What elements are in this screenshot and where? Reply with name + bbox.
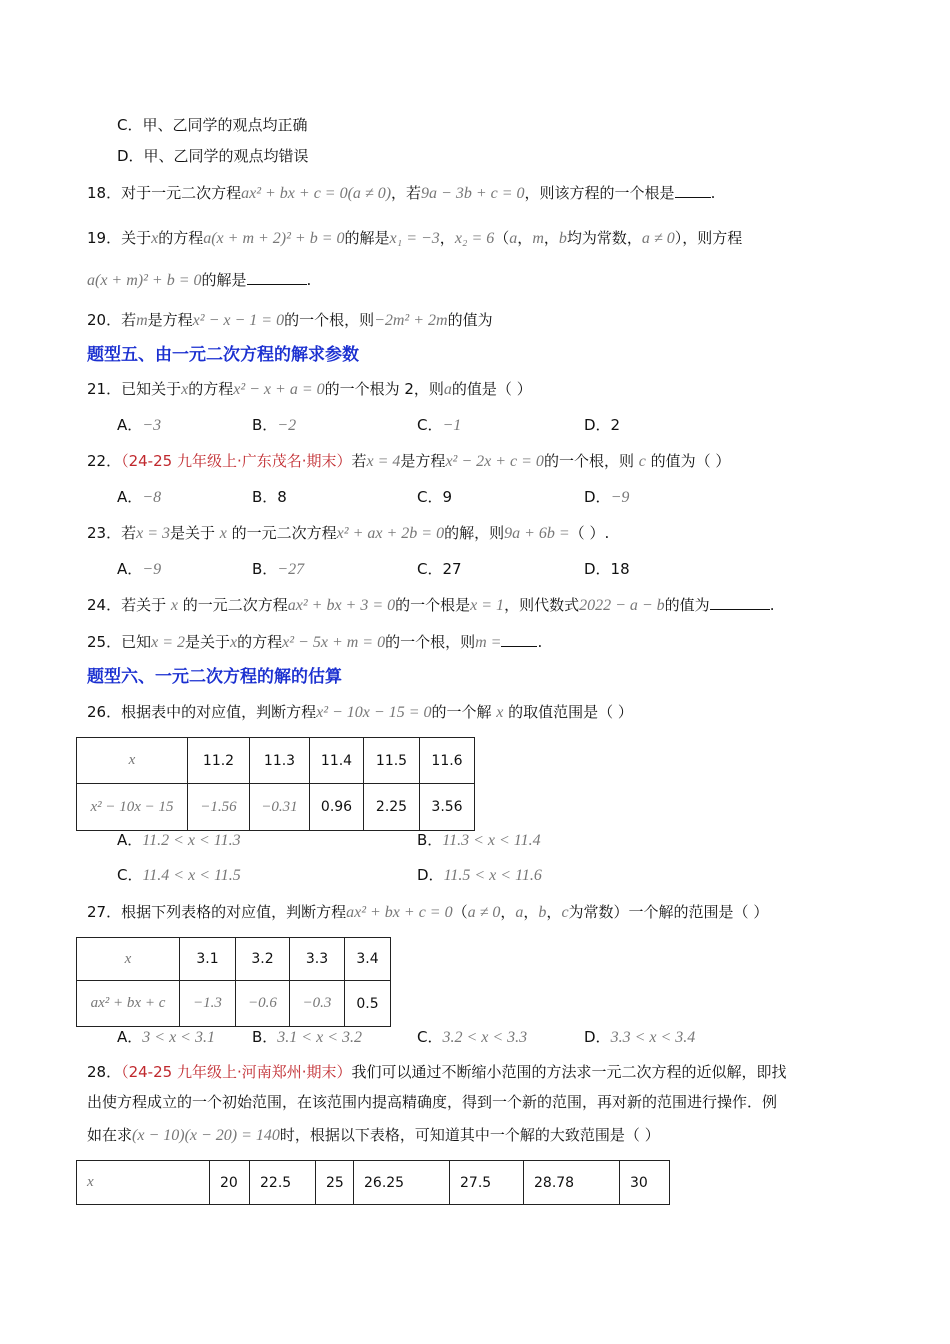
table-cell: 11.6 bbox=[420, 738, 475, 784]
math-expression: 11.5 < x < 11.6 bbox=[443, 867, 542, 884]
table-cell: x² − 10x − 15 bbox=[77, 784, 188, 831]
text: B． bbox=[252, 1028, 278, 1046]
table-cell: 11.2 bbox=[188, 738, 250, 784]
answer-option bbox=[584, 487, 629, 508]
answer-blank bbox=[501, 632, 537, 647]
text: 若 bbox=[351, 452, 367, 470]
answer-option bbox=[417, 830, 541, 851]
text: 24．若关于 bbox=[87, 596, 171, 614]
text: 的值为 bbox=[447, 311, 493, 329]
value-table bbox=[76, 937, 391, 1027]
text: D． bbox=[417, 866, 444, 884]
text: B． bbox=[417, 831, 443, 849]
answer-blank bbox=[710, 595, 770, 610]
text: （ bbox=[452, 903, 468, 921]
text: 19．关于 bbox=[87, 229, 152, 247]
question-line bbox=[87, 702, 633, 723]
table-cell: 28.78 bbox=[524, 1161, 620, 1205]
question-line bbox=[87, 595, 774, 616]
text: 的一个根是 bbox=[395, 596, 471, 614]
text: 的方程 bbox=[158, 229, 204, 247]
text: A． bbox=[117, 1028, 143, 1046]
math-expression: m bbox=[532, 230, 544, 247]
question-line bbox=[87, 451, 730, 472]
math-expression: 3.1 < x < 3.2 bbox=[277, 1029, 362, 1046]
table-cell: 0.5 bbox=[345, 981, 391, 1027]
math-expression: x₁ = −3 bbox=[389, 230, 440, 247]
text: 的方程 bbox=[188, 380, 234, 398]
table-cell: −0.6 bbox=[236, 981, 290, 1027]
table-row bbox=[77, 1161, 670, 1205]
math-expression: b bbox=[538, 904, 547, 921]
text: B．8 bbox=[252, 488, 287, 506]
text: 的一个解 bbox=[431, 703, 497, 721]
math-expression: −27 bbox=[277, 561, 305, 578]
math-expression: −9 bbox=[142, 561, 162, 578]
text: B． bbox=[252, 560, 278, 578]
math-expression: x bbox=[170, 597, 178, 614]
text: 22． bbox=[87, 452, 122, 470]
math-expression: 11.3 < x < 11.4 bbox=[442, 832, 541, 849]
section-heading bbox=[87, 345, 359, 365]
answer-option bbox=[252, 1027, 362, 1048]
text: . bbox=[537, 633, 543, 651]
question-line bbox=[87, 902, 768, 923]
table-row bbox=[77, 981, 391, 1027]
text: 的解，则 bbox=[444, 524, 505, 542]
math-expression: ax² + bx + c = 0 bbox=[346, 904, 453, 921]
math-expression: 3 < x < 3.1 bbox=[142, 1029, 215, 1046]
text: 出使方程成立的一个初始范围，在该范围内提高精确度，得到一个新的范围，再对新的范围进行操作．例 bbox=[87, 1093, 778, 1111]
math-expression: 9a + 6b = bbox=[504, 525, 570, 542]
text: 26．根据表中的对应值，判断方程 bbox=[87, 703, 317, 721]
text: ，则该方程的一个根是 bbox=[524, 184, 675, 202]
text: 的一个根，则 bbox=[385, 633, 476, 651]
answer-option bbox=[117, 559, 161, 580]
math-expression: 11.2 < x < 11.3 bbox=[142, 832, 241, 849]
text: A． bbox=[117, 560, 143, 578]
table-row bbox=[77, 738, 475, 784]
math-expression: x bbox=[151, 230, 159, 247]
table-cell: −1.56 bbox=[188, 784, 250, 831]
text: . bbox=[710, 184, 716, 202]
math-expression: 2022 − a − b bbox=[579, 597, 665, 614]
text: 25．已知 bbox=[87, 633, 152, 651]
question-line bbox=[87, 1062, 787, 1082]
math-expression: ax² + bx + 3 = 0 bbox=[287, 597, 396, 614]
text: 均为常数， bbox=[566, 229, 642, 247]
math-expression: ax² + bx + c = 0(a ≠ 0) bbox=[241, 185, 392, 202]
text: B． bbox=[252, 416, 278, 434]
source-tag: （24-25 九年级上·广东茂名·期末） bbox=[121, 452, 352, 470]
math-expression: c bbox=[638, 453, 646, 470]
answer-option bbox=[117, 1027, 215, 1048]
answer-option bbox=[252, 559, 304, 580]
math-expression: x² + ax + 2b = 0 bbox=[336, 525, 445, 542]
text: 21．已知关于 bbox=[87, 380, 182, 398]
text: A． bbox=[117, 416, 143, 434]
text: 的值为 bbox=[664, 596, 710, 614]
math-expression: a ≠ 0 bbox=[641, 230, 675, 247]
answer-option bbox=[117, 415, 161, 436]
table-cell: 11.5 bbox=[364, 738, 420, 784]
table-cell: x bbox=[77, 1161, 210, 1205]
text: C．甲、乙同学的观点均正确 bbox=[117, 116, 308, 134]
table-cell: −0.3 bbox=[290, 981, 345, 1027]
math-expression: c bbox=[561, 904, 569, 921]
text: 的一个根，则 bbox=[543, 452, 639, 470]
text: 的一元二次方程 bbox=[177, 596, 288, 614]
table-cell: 3.3 bbox=[290, 938, 345, 981]
math-expression: a(x + m)² + b = 0 bbox=[87, 272, 202, 289]
text: C．9 bbox=[417, 488, 453, 506]
math-expression: 3.2 < x < 3.3 bbox=[442, 1029, 528, 1046]
answer-option bbox=[584, 1027, 695, 1048]
text: ， bbox=[523, 903, 539, 921]
math-expression: a bbox=[515, 904, 524, 921]
text: 18．对于一元二次方程 bbox=[87, 184, 242, 202]
math-expression: 11.4 < x < 11.5 bbox=[142, 867, 241, 884]
text: 是方程 bbox=[400, 452, 446, 470]
answer-option bbox=[117, 830, 241, 851]
table-cell: 26.25 bbox=[354, 1161, 450, 1205]
text: D． bbox=[584, 1028, 611, 1046]
table-cell: 3.1 bbox=[180, 938, 236, 981]
answer-option bbox=[252, 487, 287, 507]
heading-text: 题型六、一元二次方程的解的估算 bbox=[87, 667, 342, 687]
answer-option bbox=[584, 559, 630, 579]
text: 的解是 bbox=[344, 229, 390, 247]
math-expression: 3.3 < x < 3.4 bbox=[610, 1029, 696, 1046]
math-expression: a ≠ 0 bbox=[467, 904, 501, 921]
text: 的解是 bbox=[201, 271, 247, 289]
text: ，若 bbox=[391, 184, 422, 202]
math-expression: 9a − 3b + c = 0 bbox=[421, 185, 525, 202]
text: 20．若 bbox=[87, 311, 137, 329]
text: ， bbox=[546, 903, 562, 921]
answer-option bbox=[117, 115, 307, 135]
text: . bbox=[306, 271, 312, 289]
text: ，则代数式 bbox=[504, 596, 580, 614]
math-expression: −3 bbox=[142, 417, 162, 434]
math-expression: x bbox=[496, 704, 504, 721]
question-line bbox=[87, 310, 493, 331]
math-expression: −2m² + 2m bbox=[374, 312, 448, 329]
math-expression: x bbox=[181, 381, 189, 398]
question-line bbox=[87, 379, 532, 400]
text: 我们可以通过不断缩小范围的方法求一元二次方程的近似解，即找 bbox=[351, 1063, 787, 1081]
text: 的值是（ ） bbox=[451, 380, 532, 398]
value-table bbox=[76, 737, 475, 831]
math-expression: a(x + m + 2)² + b = 0 bbox=[203, 230, 345, 247]
math-expression: x = 2 bbox=[151, 634, 185, 651]
value-table bbox=[76, 1160, 670, 1205]
text: A． bbox=[117, 831, 143, 849]
text: 的值为（ ） bbox=[645, 452, 731, 470]
table-cell: 3.4 bbox=[345, 938, 391, 981]
question-line bbox=[87, 228, 742, 249]
math-expression: x² − 2x + c = 0 bbox=[445, 453, 544, 470]
table-cell: ax² + bx + c bbox=[77, 981, 180, 1027]
text: 的一个根，则 bbox=[284, 311, 375, 329]
table-cell: 20 bbox=[210, 1161, 250, 1205]
table-cell: 3.2 bbox=[236, 938, 290, 981]
text: D．甲、乙同学的观点均错误 bbox=[117, 147, 309, 165]
math-expression: x = 1 bbox=[470, 597, 505, 614]
text: 23．若 bbox=[87, 524, 137, 542]
text: D． bbox=[584, 488, 611, 506]
table-cell: 0.96 bbox=[310, 784, 364, 831]
math-expression: x bbox=[230, 634, 238, 651]
question-line bbox=[87, 523, 609, 544]
question-line bbox=[87, 1125, 660, 1146]
table-cell: 2.25 bbox=[364, 784, 420, 831]
table-cell: 11.3 bbox=[250, 738, 310, 784]
text: ， bbox=[439, 229, 455, 247]
answer-option bbox=[117, 487, 161, 508]
text: D．2 bbox=[584, 416, 621, 434]
answer-option bbox=[417, 1027, 527, 1048]
table-cell: x bbox=[77, 738, 188, 784]
source-tag: （24-25 九年级上·河南郑州·期末） bbox=[121, 1063, 352, 1081]
text: C． bbox=[117, 866, 143, 884]
math-expression: x = 4 bbox=[366, 453, 401, 470]
table-cell: 22.5 bbox=[250, 1161, 316, 1205]
answer-option bbox=[117, 146, 309, 166]
text: ， bbox=[517, 229, 533, 247]
question-line bbox=[87, 183, 715, 204]
text: 28． bbox=[87, 1063, 122, 1081]
table-cell: 27.5 bbox=[450, 1161, 524, 1205]
text: C． bbox=[417, 416, 443, 434]
answer-option bbox=[117, 865, 241, 886]
text: 的一个根为 2，则 bbox=[324, 380, 444, 398]
text: C． bbox=[417, 1028, 443, 1046]
math-expression: x² − x − 1 = 0 bbox=[192, 312, 285, 329]
math-expression: −1 bbox=[442, 417, 462, 434]
section-heading bbox=[87, 667, 342, 687]
answer-blank bbox=[247, 270, 307, 285]
math-expression: m bbox=[136, 312, 148, 329]
answer-blank bbox=[675, 183, 711, 198]
text: A． bbox=[117, 488, 143, 506]
text: 是关于 bbox=[185, 633, 231, 651]
text: ），则方程 bbox=[674, 229, 743, 247]
text: （ bbox=[494, 229, 510, 247]
table-cell: −1.3 bbox=[180, 981, 236, 1027]
math-expression: −9 bbox=[610, 489, 630, 506]
math-expression: x² − 10x − 15 = 0 bbox=[316, 704, 432, 721]
text: 的方程 bbox=[237, 633, 283, 651]
table-cell: 3.56 bbox=[420, 784, 475, 831]
answer-option bbox=[252, 415, 296, 436]
text: 是方程 bbox=[147, 311, 193, 329]
text: ， bbox=[543, 229, 559, 247]
table-cell: x bbox=[77, 938, 180, 981]
text: C．27 bbox=[417, 560, 462, 578]
question-line bbox=[87, 632, 542, 653]
math-expression: x² − 5x + m = 0 bbox=[282, 634, 386, 651]
math-expression: −8 bbox=[142, 489, 162, 506]
text: 的取值范围是（ ） bbox=[503, 703, 633, 721]
heading-text: 题型五、由一元二次方程的解求参数 bbox=[87, 345, 359, 365]
question-line bbox=[87, 1092, 777, 1112]
text: D．18 bbox=[584, 560, 630, 578]
table-cell: −0.31 bbox=[250, 784, 310, 831]
math-expression: m = bbox=[475, 634, 502, 651]
text: 为常数）一个解的范围是（ ） bbox=[568, 903, 769, 921]
math-expression: x = 3 bbox=[136, 525, 170, 542]
math-expression: a bbox=[443, 381, 452, 398]
text: . bbox=[769, 596, 775, 614]
table-cell: 30 bbox=[620, 1161, 670, 1205]
table-row bbox=[77, 938, 391, 981]
text: ， bbox=[500, 903, 516, 921]
answer-option bbox=[417, 559, 462, 579]
text: 如在求 bbox=[87, 1126, 133, 1144]
math-expression: (x − 10)(x − 20) = 140 bbox=[132, 1127, 280, 1144]
text: 时，根据以下表格，可知道其中一个解的大致范围是（ ） bbox=[279, 1126, 660, 1144]
answer-option bbox=[417, 487, 452, 507]
answer-option bbox=[417, 865, 542, 886]
text: 的一元二次方程 bbox=[226, 524, 337, 542]
text: 27．根据下列表格的对应值，判断方程 bbox=[87, 903, 347, 921]
answer-option bbox=[417, 415, 461, 436]
math-expression: b bbox=[558, 230, 567, 247]
table-cell: 11.4 bbox=[310, 738, 364, 784]
math-expression: −2 bbox=[277, 417, 297, 434]
math-expression: a bbox=[509, 230, 518, 247]
text: （ ）. bbox=[569, 524, 610, 542]
math-expression: x² − x + a = 0 bbox=[233, 381, 325, 398]
answer-option bbox=[584, 415, 620, 435]
question-line bbox=[87, 270, 311, 291]
text: 是关于 bbox=[170, 524, 220, 542]
math-expression: x bbox=[219, 525, 227, 542]
table-row bbox=[77, 784, 475, 831]
math-expression: x₂ = 6 bbox=[454, 230, 495, 247]
table-cell: 25 bbox=[316, 1161, 354, 1205]
